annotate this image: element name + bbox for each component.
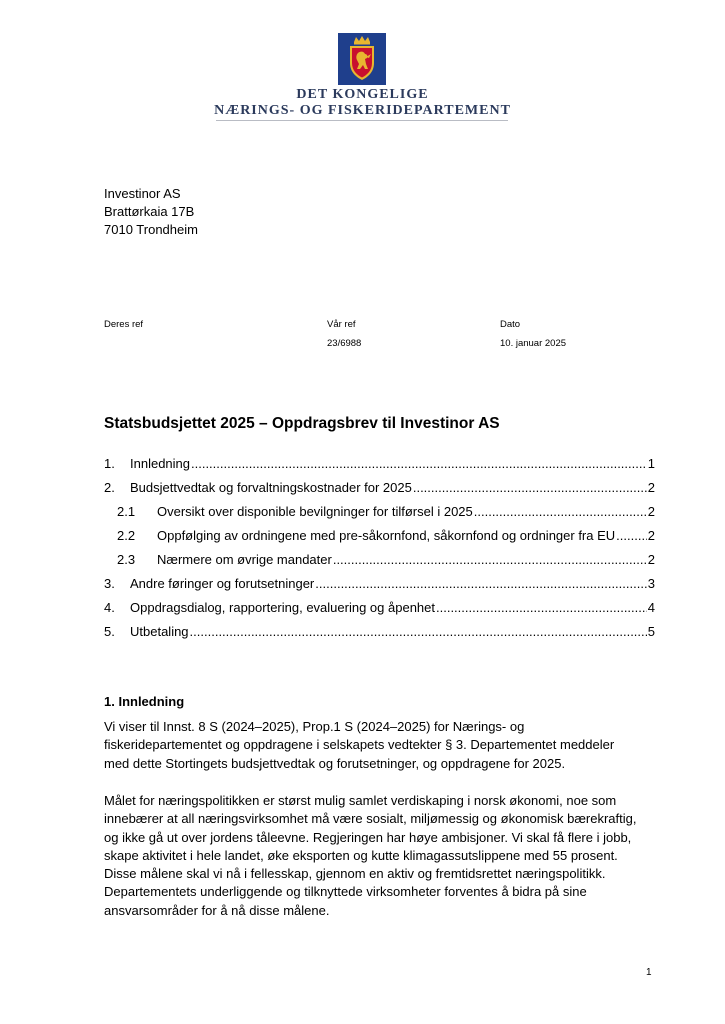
toc-number: 4. [104,600,115,615]
toc-number: 1. [104,456,115,471]
toc-entry[interactable] [104,527,655,545]
toc-page: 4 [647,600,655,615]
toc-entry[interactable] [104,623,655,641]
toc-page: 2 [647,528,655,543]
toc-entry[interactable] [104,479,655,497]
deres-ref-label: Deres ref [104,319,144,330]
page-number: 1 [646,967,652,978]
toc-text: Budsjettvedtak og forvaltningskostnader for 2025 [130,480,412,495]
dato-label: Dato [500,319,521,330]
document-title: Statsbudsjettet 2025 – Oppdragsbrev til Investinor AS [104,415,500,432]
paragraph-line: fiskeridepartementet og oppdragene i selskapets vedtekter § 3. Departementet meddeler [104,737,615,753]
paragraph-line: og ikke gå ut over jordens tåleevne. Regjeringen har høye ambisjoner. Vi skal få flere i jobb, [104,829,632,845]
toc-leader-dots [191,455,647,473]
dato-value: 10. januar 2025 [500,338,567,349]
toc-leader-dots [436,599,647,617]
department-name-line1: DET KONGELIGE [296,87,429,102]
toc-text: Oppfølging av ordningene med pre-såkornfond, såkornfond og ordninger fra EU [157,528,616,543]
toc-text: Oversikt over disponible bevilgninger for tilførsel i 2025 [157,504,473,519]
recipient-address [104,185,198,239]
address-line: Investinor AS [104,186,181,201]
toc-text: Andre føringer og forutsetninger [130,576,315,591]
toc-number: 5. [104,624,115,639]
toc-number: 3. [104,576,115,591]
paragraph-line: Målet for næringspolitikken er størst mulig samlet verdiskaping i norsk økonomi, noe som [104,793,617,808]
toc-leader-dots [413,479,647,497]
toc-page: 5 [647,624,655,639]
toc-text: Utbetaling [130,624,189,639]
toc-page: 2 [647,552,655,567]
norwegian-coat-of-arms-icon [338,33,386,85]
var-ref-label: Vår ref [327,319,356,330]
paragraph-line: skape aktivitet i hele landet, øke eksporten og kutte klimagassutslippene med 55 prosent. [104,847,618,863]
toc-leader-dots [315,575,646,593]
paragraph-line: med dette Stortingets budsjettvedtak og forutsetninger, og oppdragene for 2025. [104,755,566,771]
toc-leader-dots [333,551,647,569]
toc-page: 3 [647,576,655,591]
var-ref-value: 23/6988 [327,338,362,349]
paragraph [104,718,664,773]
toc-leader-dots [474,503,647,521]
toc-text: Oppdragsdialog, rapportering, evaluering og åpenhet [130,600,435,615]
paragraph [104,792,664,920]
toc-number: 2. [104,480,115,495]
toc-page: 2 [647,480,655,495]
paragraph-line: innebærer at all næringsvirksomhet må være sosialt, miljømessig og økonomisk bærekraftig, [104,811,637,827]
section-heading: 1. Innledning [104,694,185,709]
department-name-line2: NÆRINGS- OG FISKERIDEPARTEMENT [214,103,511,118]
toc-leader-dots [616,527,647,545]
toc-entry[interactable] [104,551,655,569]
address-line: Brattørkaia 17B [104,204,195,219]
paragraph-line: Departementets underliggende og tilknyttede virksomheter forventes å bidra på sine [104,884,587,900]
toc-text: Innledning [130,456,190,471]
address-line: 7010 Trondheim [104,222,198,237]
toc-entry[interactable] [104,503,655,521]
toc-number: 2.1 [117,504,136,519]
paragraph-line: Vi viser til Innst. 8 S (2024–2025), Prop.1 S (2024–2025) for Nærings- og [104,719,525,734]
toc-leader-dots [190,623,647,641]
toc-entry[interactable] [104,455,655,473]
toc-text: Nærmere om øvrige mandater [157,552,332,567]
toc-page: 2 [647,504,655,519]
toc-page: 1 [647,456,655,471]
toc-number: 2.3 [117,552,136,567]
header-divider [216,120,508,121]
toc-number: 2.2 [117,528,136,543]
toc-entry[interactable] [104,575,655,593]
paragraph-line: Disse målene skal vi nå i fellesskap, gjennom en aktiv og fremtidsrettet næringspolitikk. [104,866,606,882]
paragraph-line: ansvarsområder for å nå disse målene. [104,902,330,918]
toc-entry[interactable] [104,599,655,617]
